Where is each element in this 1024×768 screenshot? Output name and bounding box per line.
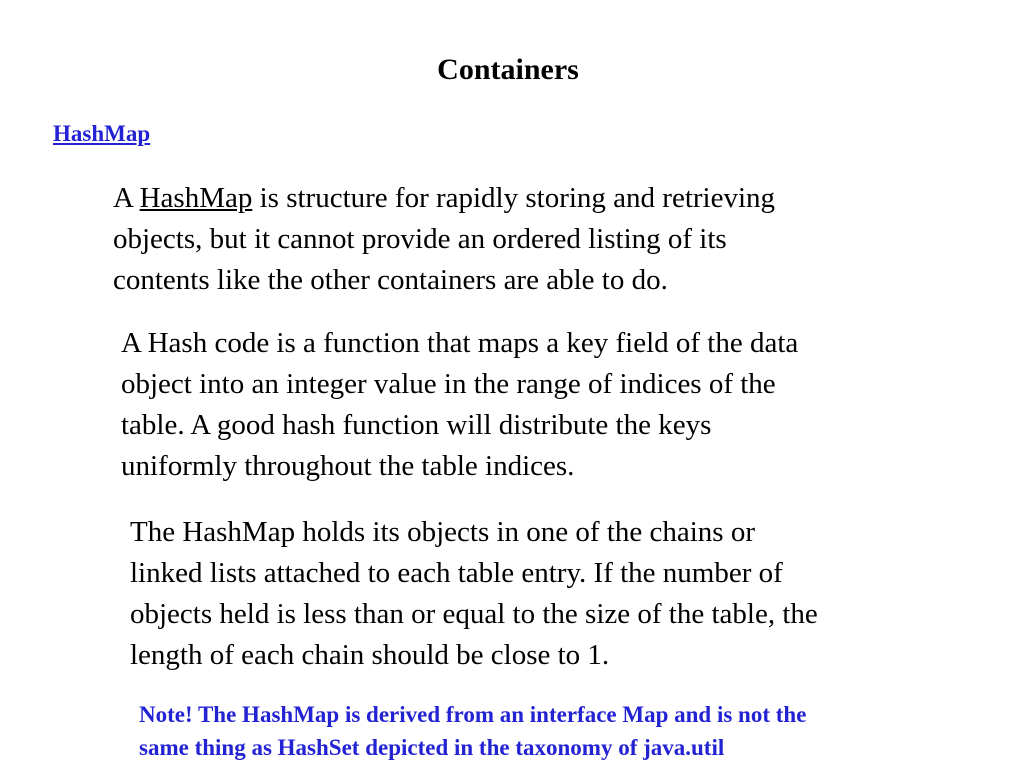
paragraph-line: A Hash code is a function that maps a key field of the data	[121, 327, 799, 359]
paragraph-line	[113, 178, 775, 219]
paragraph-line: length of each chain should be close to 1.	[130, 639, 610, 671]
paragraph-line: uniformly throughout the table indices.	[121, 450, 575, 482]
line-prefix: A	[113, 182, 140, 214]
paragraph-chains	[130, 512, 818, 676]
hashmap-section-link[interactable]: HashMap	[53, 121, 151, 146]
paragraph-line: contents like the other containers are able to do.	[113, 264, 668, 296]
paragraph-line: object into an integer value in the range of indices of the	[121, 368, 776, 400]
paragraph-line: table. A good hash function will distribute the keys	[121, 409, 712, 441]
note-text	[139, 698, 806, 764]
note-line: same thing as HashSet depicted in the taxonomy of java.util	[139, 735, 725, 760]
paragraph-line: The HashMap holds its objects in one of the chains or	[130, 516, 755, 548]
paragraph-line: objects held is less than or equal to the size of the table, the	[130, 598, 818, 630]
slide-title: Containers	[437, 53, 579, 86]
note-line: Note! The HashMap is derived from an interface Map and is not the	[139, 702, 807, 727]
paragraph-line: linked lists attached to each table entry. If the number of	[130, 557, 783, 589]
line-suffix: is structure for rapidly storing and retrieving	[252, 182, 776, 214]
paragraph-hash-code	[121, 323, 798, 487]
hashmap-term-link[interactable]: HashMap	[139, 182, 253, 214]
paragraph-line: objects, but it cannot provide an ordered listing of its	[113, 223, 727, 255]
paragraph-hashmap-intro	[113, 178, 775, 301]
